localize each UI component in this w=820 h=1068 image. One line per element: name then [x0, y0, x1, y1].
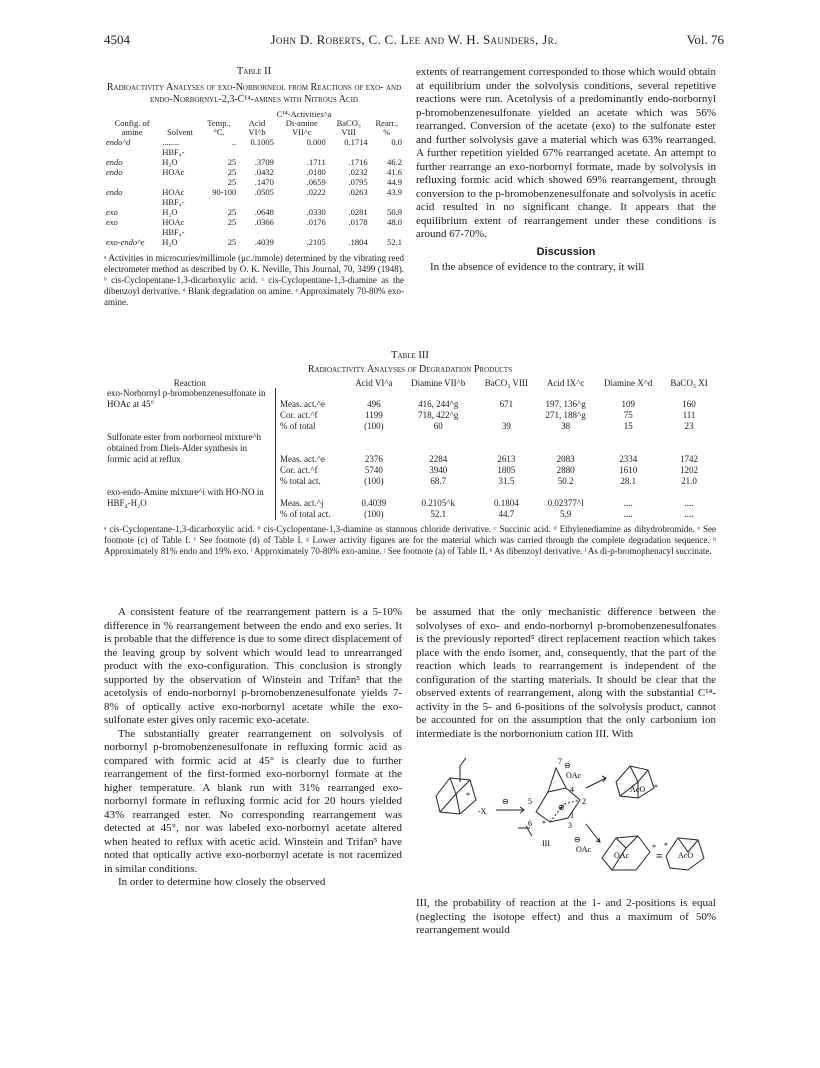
table-cell: % total act. [276, 476, 348, 487]
table-cell: 1742 [680, 454, 699, 464]
table-cell: .0180 [306, 167, 326, 177]
table-cell: (100) [364, 509, 384, 519]
table-cell: 0.1804 [493, 498, 519, 508]
table-2-block [104, 66, 404, 308]
table-cell: 0.1005 [250, 137, 274, 147]
table-row [104, 197, 404, 217]
table-3-header: BaCO₃ VIII [484, 378, 528, 388]
table-cell [160, 177, 200, 187]
table-cell: .0263 [348, 187, 368, 197]
table-cell: 160 [682, 399, 696, 409]
table-cell: 23 [684, 421, 694, 431]
table-cell: Meas. act.^e [276, 388, 348, 410]
table-cell [476, 410, 537, 421]
table-cell [104, 476, 276, 487]
table-2-title: Table II [236, 66, 272, 77]
right-column-top [416, 66, 716, 275]
minus-sign: ⊖ [502, 797, 509, 806]
table-cell: 0.0 [391, 137, 402, 147]
table-cell [104, 509, 276, 520]
table-2-group-header: C¹⁴-Activities^a [276, 109, 332, 119]
table-cell: .0432 [254, 167, 274, 177]
table-cell: % of total [276, 421, 348, 432]
table-cell: 0.2105^k [421, 498, 455, 508]
table-row [104, 388, 716, 410]
table-cell: 2284 [429, 454, 448, 464]
position-number: 4 [570, 785, 574, 794]
table-cell: 2376 [364, 454, 383, 464]
table-cell: .0178 [348, 217, 368, 227]
table-cell: HBF₄-H₂O [162, 197, 185, 217]
table-cell: 39 [501, 421, 511, 431]
table-cell: 0.1714 [344, 137, 368, 147]
table-cell: 0.4039 [361, 498, 387, 508]
table-2-header: Solvent [167, 127, 194, 137]
position-number: 2 [582, 797, 586, 806]
position-number: 5 [528, 797, 532, 806]
minus-sign: ⊖ [574, 835, 581, 844]
table-row [104, 432, 716, 465]
table-cell: .0505 [254, 187, 274, 197]
minus-sign: ⊖ [564, 761, 571, 770]
table-cell: .. [232, 137, 237, 147]
table-cell: .1804 [348, 237, 368, 247]
table-row [104, 465, 716, 476]
table-cell: HBF₄-H₂O [162, 227, 185, 247]
paragraph: be assumed that the only mechanistic difference between the solvolyses of exo- and endo-norbornyl p-bromobenzenesulfonates is the previously reported⁵ direct replacement reaction which takes place with the endo isomer, and, consequently, that the part of the reaction which leads to rearrangement is independent of the configuration of the starting materials. It should be clear that the observed extents of rearrangement, along with the substantial C¹⁴-activity in the 5- and 6-positions of the solvolysis product, cannot be accounted for on the assumption that the only carbonium ion intermediate is the norbornonium cation III. With [416, 606, 716, 740]
position-number: 1 [570, 811, 574, 820]
table-cell: .0281 [348, 207, 368, 217]
table-cell: exo-endo^e [106, 237, 145, 247]
table-row [104, 410, 716, 421]
nucleophile-label: OAc [566, 771, 582, 780]
table-cell: HOAc [162, 167, 185, 177]
right-column-bottom [416, 886, 716, 949]
intermediate-label: III [542, 839, 550, 848]
table-cell: .... [623, 509, 633, 519]
page-header [104, 32, 724, 50]
table-row [104, 476, 716, 487]
table-cell: .1716 [348, 157, 368, 167]
leaving-group-label: -X [478, 807, 487, 816]
table-cell: Meas. act.^j [276, 487, 348, 509]
table-cell: 44.7 [498, 509, 515, 519]
table-3-title: Table III [391, 350, 429, 361]
table-cell: 1805 [497, 465, 516, 475]
table-cell: .0795 [348, 177, 368, 187]
nucleophile-label: OAc [576, 845, 592, 854]
paragraph: III, the probability of reaction at the 1- and 2-positions is equal (neglecting the isotope effect) and thus a maximum of 50% rearrangement would [416, 897, 716, 936]
table-cell: 15 [623, 421, 633, 431]
table-row [104, 147, 404, 167]
table-cell: 25 [227, 157, 237, 167]
table-cell: 1610 [619, 465, 638, 475]
table-cell: 0.000 [306, 137, 326, 147]
table-cell [104, 465, 276, 476]
table-3-header: BaCO₃ XI [670, 378, 708, 388]
table-cell: 25 [227, 217, 237, 227]
product-label: OAc [614, 851, 630, 860]
table-cell: 671 [499, 399, 514, 409]
table-cell: 718, 422^g [418, 410, 459, 420]
table-3-header: Reaction [173, 378, 206, 388]
position-number: 7 [558, 757, 562, 766]
table-cell: exo [106, 207, 118, 217]
table-cell: 111 [682, 410, 696, 420]
table-cell: 25 [227, 237, 237, 247]
table-cell: .0222 [306, 187, 326, 197]
table-cell: endo [106, 167, 123, 177]
product-label: AcO [678, 851, 694, 860]
table-cell: 68.7 [430, 476, 447, 486]
plus-sign: ⊕ [558, 803, 565, 812]
table-3-header [276, 379, 348, 388]
table-cell: 75 [623, 410, 633, 420]
table-cell: 2083 [556, 454, 575, 464]
table-cell: .0648 [254, 207, 274, 217]
label-star: * [654, 783, 658, 792]
table-row [104, 421, 716, 432]
table-3-header: Acid VI^a [355, 378, 393, 388]
section-heading: Discussion [536, 245, 596, 258]
table-row [104, 227, 404, 247]
left-column [104, 606, 402, 890]
table-3-caption: Radioactivity Analyses of Degradation Products [307, 364, 513, 375]
table-cell: 60 [433, 421, 443, 431]
paragraph: The substantially greater rearrangement on solvolysis of norbornyl p-bromobenzenesulfonate in refluxing formic acid as compared with formic acid at 45° is clearly due to further rearrangement of the first-formed exo-norbornyl formate at the higher temperature. A blank run with 31% rearranged exo-norbornyl formate in refluxing formic acid for 20 hours yielded 43% rearranged ester. No corresponding rearrangement was detected at 45°, nor was labeled exo-norbornyl acetate altered when heated to reflux with acetic acid. Winstein and Trifan⁵ have noted that optically active exo-norbornyl acetate is not racemized in similar conditions. [104, 727, 402, 875]
table-cell: 109 [621, 399, 635, 409]
table-cell: HOAc [162, 187, 185, 197]
table-row [104, 177, 404, 187]
table-2-header: Di-amine VII^c [285, 118, 318, 137]
table-cell: 1199 [365, 410, 383, 420]
table-cell: exo-Norbornyl p-bromobenzenesulfonate in HOAc at 45° [107, 388, 266, 409]
table-2-header: Rearr., % [375, 118, 399, 137]
table-cell: HBF₄-H₂O [162, 147, 185, 167]
table-cell: 2613 [497, 454, 516, 464]
table-cell: 5740 [364, 465, 383, 475]
table-cell [104, 177, 160, 187]
table-cell: endo [106, 187, 123, 197]
table-3-header: Acid IX^c [546, 378, 585, 388]
table-cell: .0176 [306, 217, 326, 227]
table-cell: exo [106, 217, 118, 227]
table-cell: .0366 [254, 217, 274, 227]
table-2-caption: Radioactivity Analyses of exo-Norborneol from Reactions of exo- and endo-Norbornyl-2,3-C¹⁴-amines with Nitrous Acid [106, 82, 402, 105]
right-column-middle [416, 606, 716, 741]
label-star: * [652, 843, 656, 852]
table-row [104, 187, 404, 197]
equals-sign: ≡ [656, 849, 663, 863]
table-cell: 2334 [619, 454, 638, 464]
table-cell: 1202 [680, 465, 699, 475]
table-cell: 50.9 [387, 207, 402, 217]
table-2-header: Config. of amine [114, 118, 150, 137]
table-cell: .4039 [254, 237, 274, 247]
table-cell: 25 [227, 177, 237, 187]
table-cell: .0330 [306, 207, 326, 217]
table-3-block [104, 350, 716, 557]
table-cell: .... [684, 498, 694, 508]
table-cell: .3709 [254, 157, 274, 167]
product-label: AcO [630, 785, 646, 794]
table-3-header: Diamine X^d [603, 378, 653, 388]
table-cell: 50.2 [557, 476, 574, 486]
table-3-header: Diamine VII^b [411, 378, 466, 388]
table-cell: Sulfonate ester from norborneol mixture^h obtained from Diels-Alder synthesis in formic acid at reflux [107, 432, 262, 464]
label-star: * [664, 841, 668, 850]
position-number: 3 [568, 821, 572, 830]
table-cell: 43.9 [387, 187, 402, 197]
table-cell: .2105 [306, 237, 326, 247]
table-2-header: BaCO₃ VIII [336, 118, 361, 137]
table-cell: 0.02377^l [547, 498, 584, 508]
table-cell: Cor. act.^f [276, 465, 348, 476]
table-cell: 496 [367, 399, 381, 409]
table-cell: .... [684, 509, 694, 519]
table-cell: 271, 188^g [545, 410, 586, 420]
table-cell: 38 [561, 421, 571, 431]
table-cell: 25 [227, 207, 237, 217]
table-2-footnotes: ᵃ Activities in microcuries/millimole (μc./mmole) determined by the vibrating reed electrometer method as described by O. K. Neville, This Journal, 70, 3499 (1948). ᵇ cis-Cyclopentane-1,3-dicarboxylic acid. ᶜ cis-Cyclopentane-1,3-diamine as the dibenzoyl derivative. ᵈ Blank degradation on amine. ᵉ Approximately 70-80% exo-amine. [104, 253, 404, 307]
paragraph: A consistent feature of the rearrangement pattern is a 5-10% difference in % rearrangement between the endo and exo series. It is probable that the difference is due to some direct displacement of the leaving group by solvent which would lead to unrearranged product with the exo-configuration. This conclusion is strongly supported by the observation of Winstein and Trifan⁵ that the acetolysis of endo-norbornyl p-bromobenzenesulfonate yields 7-8% of optically active exo-norbornyl acetate while the exo-sulfonate ester gives only racemic exo-acetate. [104, 606, 402, 726]
table-cell: .0659 [306, 177, 326, 187]
table-2-header: Temp., °C. [207, 118, 231, 137]
table-3 [104, 379, 716, 520]
volume-label: Vol. 76 [686, 32, 724, 47]
table-cell: 52.1 [387, 237, 402, 247]
table-cell: (100) [364, 476, 384, 486]
table-cell: .1711 [306, 157, 326, 167]
running-authors: John D. Roberts, C. C. Lee and W. H. Saunders, Jr. [270, 32, 558, 47]
table-cell: Meas. act.^e [276, 432, 348, 465]
table-cell: ........ [162, 137, 180, 147]
table-cell: 52.1 [430, 509, 447, 519]
table-cell [104, 421, 276, 432]
table-cell: % of total act. [276, 509, 348, 520]
table-cell: 3940 [429, 465, 448, 475]
table-cell: 31.5 [498, 476, 515, 486]
table-cell: 41.6 [387, 167, 402, 177]
table-cell: Cor. act.^f [276, 410, 348, 421]
table-2-header: Acid VI^b [248, 118, 266, 137]
table-row [104, 217, 404, 227]
table-cell: 90-100 [212, 187, 237, 197]
position-number: 6 [528, 819, 532, 828]
table-cell: 48.0 [387, 217, 402, 227]
table-3-footnotes: ᵃ cis-Cyclopentane-1,3-dicarboxylic acid. ᵇ cis-Cyclopentane-1,3-diamine as stannous chloride derivative. ᶜ Succinic acid. ᵈ Ethylenediamine as dihydrobromide. ᵉ See footnote (c) of Table I. ᶠ See footnote (d) of Table I. ᵍ Lower activity figures are for the material which was carried through the complete degradation sequence. ʰ Approximately 81% endo and 19% exo. ⁱ Approximately 70-80% exo-amine. ʲ See footnote (a) of Table II. ᵏ As dibenzoyl derivative. ˡ As di-p-bromophenacyl succinate. [104, 524, 716, 556]
table-cell [104, 410, 276, 421]
page-number: 4504 [104, 32, 130, 47]
table-cell: endo^d [106, 137, 131, 147]
reaction-scheme [416, 748, 716, 884]
table-cell: 5.9 [559, 509, 572, 519]
table-row [104, 487, 716, 509]
paragraph: In order to determine how closely the observed [118, 876, 326, 888]
label-star: * [542, 819, 546, 828]
paragraph: In the absence of evidence to the contrary, it will [430, 261, 645, 273]
table-cell: 416, 244^g [418, 399, 459, 409]
table-cell: (100) [364, 421, 384, 431]
table-cell: 197, 136^g [545, 399, 586, 409]
table-cell: 2880 [556, 465, 575, 475]
label-star: * [466, 791, 470, 800]
table-cell: 21.0 [681, 476, 697, 486]
table-row [104, 167, 404, 177]
table-cell: exo-endo-Amine mixture^i with HO-NO in HBF₄-H₂O [107, 487, 264, 508]
table-cell: .... [623, 498, 633, 508]
table-cell: HOAc [162, 217, 185, 227]
table-cell: .0232 [348, 167, 368, 177]
table-cell: endo [106, 157, 123, 167]
table-cell: .1470 [254, 177, 274, 187]
table-row [104, 137, 404, 147]
table-cell: 28.1 [620, 476, 637, 486]
table-row [104, 509, 716, 520]
table-cell: 46.2 [387, 157, 402, 167]
paragraph: extents of rearrangement corresponded to those which would obtain at equilibrium under the solvolysis conditions, several repetitive reactions were run. Acetolysis of a predominantly endo-norbornyl p-bromobenzenesulfonate yielded an acetate which was 56% rearranged. Conversion of the acetate (exo) to the sulfonate ester and further solvolysis gave a material which was 63% rearranged. A further repetition yielded 67% rearranged acetate. An attempt to further rearrange an exo-norbornyl formate, made by solvolysis in refluxing formic acid which showed 69% rearrangement, through conversion to the p-bromobenzenesulfonate and solvolysis in acetic acid resulted in no significant change. It appears that the equilibrium extent of rearrangement under these conditions is around 67-70%. [416, 66, 716, 240]
table-cell: 25 [227, 167, 237, 177]
table-2 [104, 110, 404, 247]
table-cell: 44.9 [387, 177, 402, 187]
